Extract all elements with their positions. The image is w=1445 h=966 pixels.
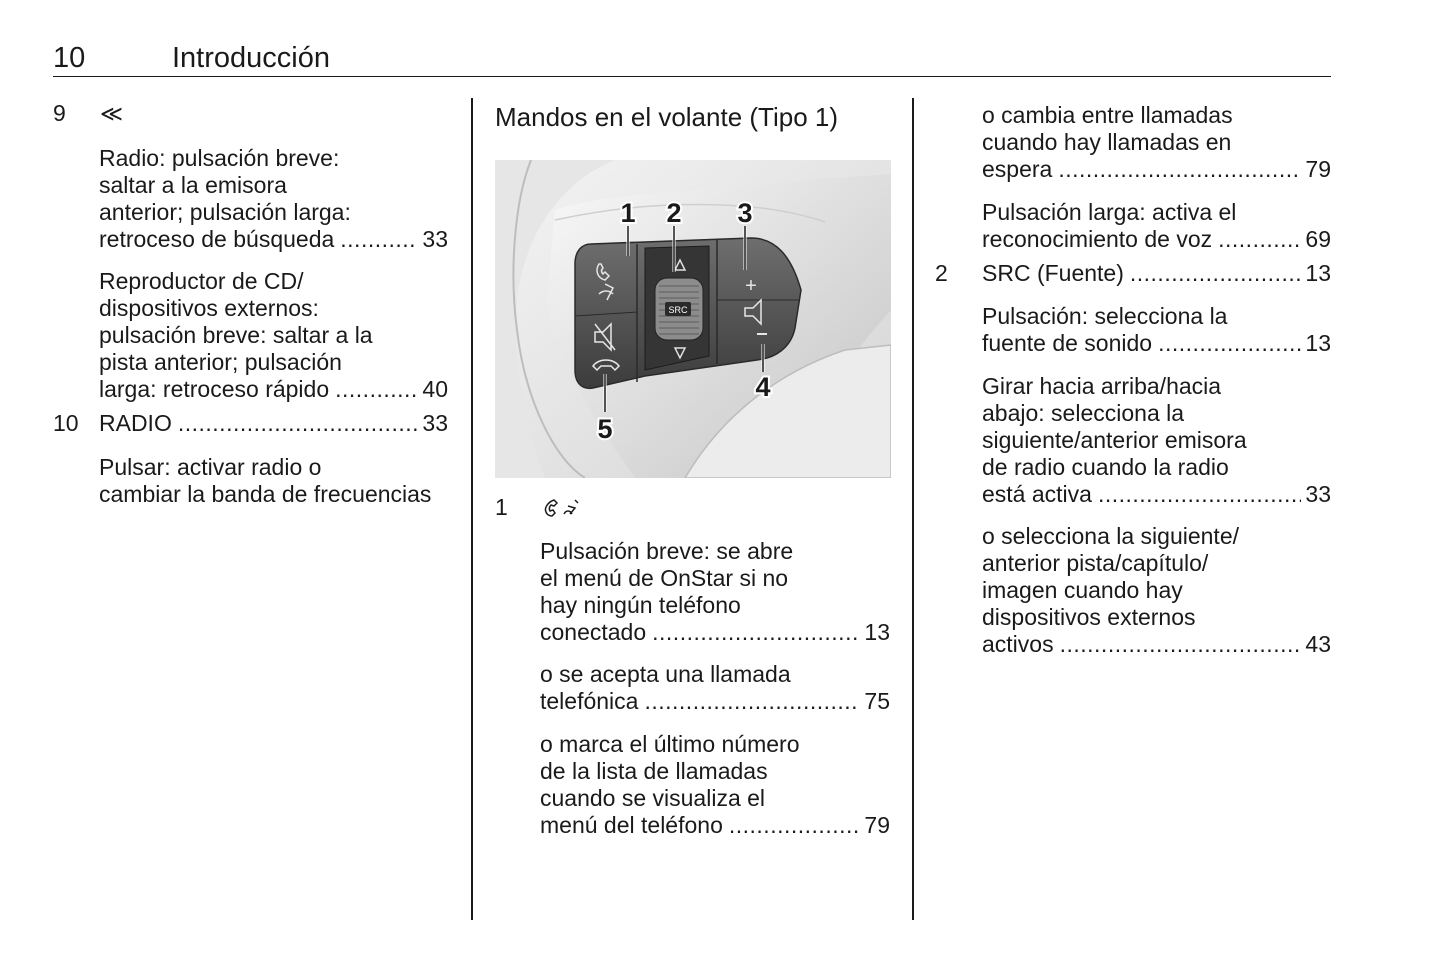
index-entry [982, 481, 1331, 508]
src-label: SRC [668, 305, 688, 315]
text-line: Pulsación: selecciona la [982, 303, 1228, 329]
index-entry [982, 330, 1331, 357]
index-entry [99, 410, 448, 437]
text-line: o marca el último número [540, 731, 800, 757]
index-entry [540, 619, 890, 646]
text-line: o se acepta una llamada [540, 661, 791, 687]
page-reference[interactable]: 69 [1305, 226, 1331, 252]
text-line: anterior pista/capítulo/ [982, 550, 1209, 576]
text-line: abajo: selecciona la [982, 400, 1185, 426]
callout-5: 5 [597, 414, 613, 444]
entry-label: telefónica [540, 688, 639, 714]
dot-leader [1060, 631, 1302, 658]
entry-label: fuente de sonido [982, 330, 1153, 356]
text-line: imagen cuando hay [982, 577, 1183, 603]
text-line: pista anterior; pulsación [99, 349, 342, 375]
text-line: o cambia entre llamadas [982, 102, 1233, 128]
dot-leader [335, 376, 418, 403]
column-divider [912, 98, 914, 920]
item9-paragraph [99, 145, 448, 253]
index-entry [540, 688, 890, 715]
seek-back-icon: ≪ [100, 101, 124, 126]
entry-label: menú del teléfono [540, 812, 723, 838]
entry-label: conectado [540, 619, 647, 645]
item2-paragraph [982, 303, 1331, 357]
item2-paragraph [982, 523, 1331, 658]
entry-label: SRC (Fuente) [982, 260, 1124, 286]
item1-paragraph [540, 538, 890, 646]
text-line: Pulsación breve: se abre [540, 538, 794, 564]
entry-label: larga: retroceso rápido [99, 376, 330, 402]
index-entry [982, 226, 1331, 253]
item-number: 2 [935, 260, 948, 286]
section-title: Introducción [172, 42, 330, 74]
page-reference[interactable]: 43 [1305, 631, 1331, 657]
dot-leader [1058, 156, 1301, 183]
index-entry [982, 260, 1331, 287]
dot-leader [652, 619, 860, 646]
page-reference[interactable]: 79 [864, 812, 890, 838]
dot-leader [1158, 330, 1301, 357]
dot-leader [644, 688, 860, 715]
callout-3: 3 [737, 198, 753, 228]
item9-paragraph [99, 268, 448, 403]
dot-leader [178, 410, 419, 437]
item10-paragraph [99, 454, 459, 508]
index-entry [99, 226, 448, 253]
entry-label: reconocimiento de voz [982, 226, 1213, 252]
page-header [53, 40, 1331, 77]
continued-paragraph [982, 102, 1331, 183]
text-line: cuando se visualiza el [540, 785, 766, 811]
text-line: Reproductor de CD/ [99, 268, 304, 294]
page-reference[interactable]: 13 [1305, 260, 1331, 286]
callout-2: 2 [666, 198, 682, 228]
item2-paragraph [982, 373, 1331, 508]
page-reference[interactable]: 79 [1305, 156, 1331, 182]
text-line: siguiente/anterior emisora [982, 427, 1247, 453]
dot-leader [340, 226, 418, 253]
index-entry [982, 631, 1331, 658]
text-line: anterior; pulsación larga: [99, 199, 351, 225]
text-line: el menú de OnStar si no [540, 565, 789, 591]
item-number: 1 [495, 494, 508, 520]
text-line: saltar a la emisora [99, 172, 287, 198]
text-line: de radio cuando la radio [982, 454, 1229, 480]
section-heading: Mandos en el volante (Tipo 1) [495, 102, 839, 132]
volume-up-icon[interactable]: + [745, 275, 757, 297]
item-number: 10 [53, 410, 79, 436]
voice-icon [564, 500, 578, 514]
callout-1: 1 [620, 198, 636, 228]
dot-leader [1218, 226, 1301, 253]
item-number: 9 [53, 100, 66, 126]
text-line: de la lista de llamadas [540, 758, 768, 784]
text-line: Radio: pulsación breve: [99, 145, 340, 171]
page-reference[interactable]: 33 [422, 226, 448, 252]
index-entry [99, 376, 448, 403]
text-line: cambiar la banda de frecuencias [99, 481, 432, 507]
text-line: hay ningún teléfono [540, 592, 741, 618]
text-line: o selecciona la siguiente/ [982, 523, 1239, 549]
continued-paragraph [982, 199, 1331, 253]
text-line: pulsación breve: saltar a la [99, 322, 373, 348]
page-reference[interactable]: 40 [422, 376, 448, 402]
page-reference[interactable]: 13 [1305, 330, 1331, 356]
page-reference[interactable]: 13 [864, 619, 890, 645]
text-line: dispositivos externos: [99, 295, 319, 321]
dot-leader [1098, 481, 1301, 508]
page-number: 10 [53, 42, 86, 74]
text-line: cuando hay llamadas en [982, 129, 1232, 155]
dot-leader [1130, 260, 1302, 287]
steering-wheel-controls-figure [495, 160, 891, 478]
text-line: Pulsar: activar radio o [99, 454, 322, 480]
item1-icons [542, 496, 582, 518]
item1-paragraph [540, 731, 890, 839]
entry-label: retroceso de búsqueda [99, 226, 335, 252]
page-reference[interactable]: 75 [864, 688, 890, 714]
text-line: Girar hacia arriba/hacia [982, 373, 1222, 399]
page-reference[interactable]: 33 [422, 410, 448, 436]
entry-label: está activa [982, 481, 1092, 507]
column-divider [471, 98, 473, 920]
text-line: Pulsación larga: activa el [982, 199, 1237, 225]
item1-paragraph [540, 661, 890, 715]
index-entry [540, 812, 890, 839]
dot-leader [729, 812, 861, 839]
entry-label: activos [982, 631, 1054, 657]
entry-label: RADIO [99, 410, 172, 436]
phone-icon [545, 500, 557, 516]
index-entry [982, 156, 1331, 183]
entry-label: espera [982, 156, 1053, 182]
callout-4: 4 [755, 372, 771, 402]
text-line: dispositivos externos [982, 604, 1196, 630]
page-reference[interactable]: 33 [1305, 481, 1331, 507]
